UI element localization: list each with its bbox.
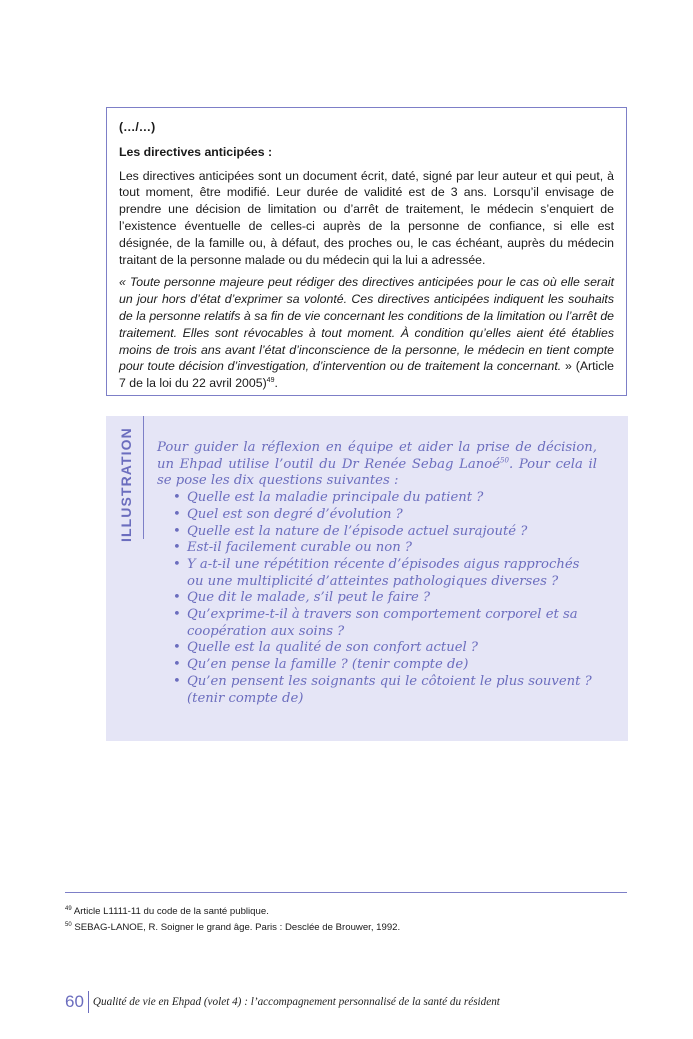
box-paragraph: Les directives anticipées sont un document écrit, daté, signé par leur auteur et qui peut, à tout moment, être modifié. Leur durée de validité est de 3 ans. Lorsqu’il envisage de prendre une décision de limitation ou d’arrêt de traitement, le médecin s’enquiert de l’existence éventuelle de celles-ci auprès de la personne de confiance, si elle est désignée, de la famille ou, à défaut, des proches ou, le cas échéant, auprès du médecin traitant de la personne malade ou du médecin qui la lui a adressée. xyxy=(119,168,614,267)
question-item xyxy=(173,640,597,657)
question-text: Quelle est la nature de l’épisode actuel surajouté ? xyxy=(187,523,528,539)
bullet-icon: • xyxy=(173,523,181,539)
question-item xyxy=(173,524,597,541)
directives-box xyxy=(106,107,627,396)
question-text: Qu’en pense la famille ? (tenir compte de) xyxy=(187,657,469,673)
bullet-icon: • xyxy=(173,490,181,506)
footnote-divider xyxy=(65,892,627,893)
question-text: Quelle est la qualité de son confort actuel ? xyxy=(187,640,478,656)
question-item xyxy=(173,507,597,524)
question-item xyxy=(173,607,597,640)
illustration-content xyxy=(157,440,597,707)
question-list xyxy=(157,490,597,707)
illustration-intro xyxy=(157,440,597,490)
page-number: 60 xyxy=(65,992,84,1011)
page-footer xyxy=(65,990,500,1014)
illustration-panel xyxy=(106,416,628,741)
footnotes xyxy=(65,904,625,936)
footnote-50 xyxy=(65,920,625,936)
question-text: Y a-t-il une répétition récente d’épisodes aigus rapprochés ou une multiplicité d’atteintes pathologiques diverses ? xyxy=(187,556,580,589)
bullet-icon: • xyxy=(173,607,181,623)
question-item xyxy=(173,657,597,674)
footnote-number: 50 xyxy=(65,921,72,928)
question-item xyxy=(173,590,597,607)
footer-separator xyxy=(88,991,89,1013)
question-text: Est-il facilement curable ou non ? xyxy=(187,540,412,556)
bullet-icon: • xyxy=(173,590,181,606)
bullet-icon: • xyxy=(173,506,181,522)
illustration-intro-end: . Pour cela il se pose les dix questions suivantes : xyxy=(157,456,597,489)
running-title: Qualité de vie en Ehpad (volet 4) : l’accompagnement personnalisé de la santé du résident xyxy=(92,996,500,1008)
question-item xyxy=(173,674,597,707)
continuation-marker: (…/…) xyxy=(119,120,156,134)
question-text: Qu’exprime-t-il à travers son comportement corporel et sa coopération aux soins ? xyxy=(187,607,578,639)
bullet-icon: • xyxy=(173,640,181,656)
box-heading: Les directives anticipées : xyxy=(119,144,273,159)
bullet-icon: • xyxy=(173,556,181,572)
footnote-ref-50: 50 xyxy=(500,456,509,465)
footnote-49 xyxy=(65,904,625,920)
question-item xyxy=(173,490,597,507)
question-text: Qu’en pensent les soignants qui le côtoient le plus souvent ? (tenir compte de) xyxy=(187,673,592,706)
footnote-text: Article L1111-11 du code de la santé publique. xyxy=(71,906,269,917)
law-quote-text: « Toute personne majeure peut rédiger des directives anticipées pour le cas où elle serait un jour hors d’état d’exprimer sa volonté. Ces directives anticipées indiquent les souhaits de la personne relatifs à sa fin de vie concernant les conditions de la limitation ou l’arrêt de traitement. Elles sont révocables à tout moment. À condition qu’elles aient été établies moins de trois ans avant l’état d’inconscience de la personne, le médecin en tient compte pour toute décision d’investigation, d’intervention ou de traitement la concernant. xyxy=(119,275,614,374)
footnote-text: SEBAG-LANOE, R. Soigner le grand âge. Paris : Desclée de Brouwer, 1992. xyxy=(71,922,401,933)
law-quote: « Toute personne majeure peut rédiger des directives anticipées pour le cas où elle serait un jour hors d’état d’exprimer sa volonté. Ces directives anticipées indiquent les souhaits de la personne relatifs à sa fin de vie concernant les conditions de la limitation ou l’arrêt de traitement. Elles sont révocables à tout moment. À condition qu’elles aient été établies moins de trois ans avant l’état d’inconscience de la personne, le médecin en tient compte pour toute décision d’investigation, d’intervention ou de traitement la concernant. » (Article 7 de la loi du 22 avril 2005)$^{49}$. xyxy=(119,275,614,391)
illustration-intro-text: Pour guider la réflexion en équipe et aider la prise de décision, un Ehpad utilise l’outil du Dr Renée Sebag Lanoé xyxy=(157,440,597,472)
law-quote-reference: » (Article 7 de la loi du 22 avril 2005) xyxy=(119,359,614,391)
footnote-number: 49 xyxy=(65,905,72,912)
illustration-label: ILLUSTRATION xyxy=(118,427,134,542)
footnote-ref-49: 49 xyxy=(266,377,275,385)
question-text: Que dit le malade, s’il peut le faire ? xyxy=(187,590,431,606)
bullet-icon: • xyxy=(173,673,181,689)
bullet-icon: • xyxy=(173,657,181,673)
question-text: Quelle est la maladie principale du patient ? xyxy=(187,490,484,506)
question-item xyxy=(173,540,597,557)
question-item xyxy=(173,557,597,590)
question-text: Quel est son degré d’évolution ? xyxy=(187,506,403,522)
illustration-divider xyxy=(143,416,144,539)
bullet-icon: • xyxy=(173,540,181,556)
